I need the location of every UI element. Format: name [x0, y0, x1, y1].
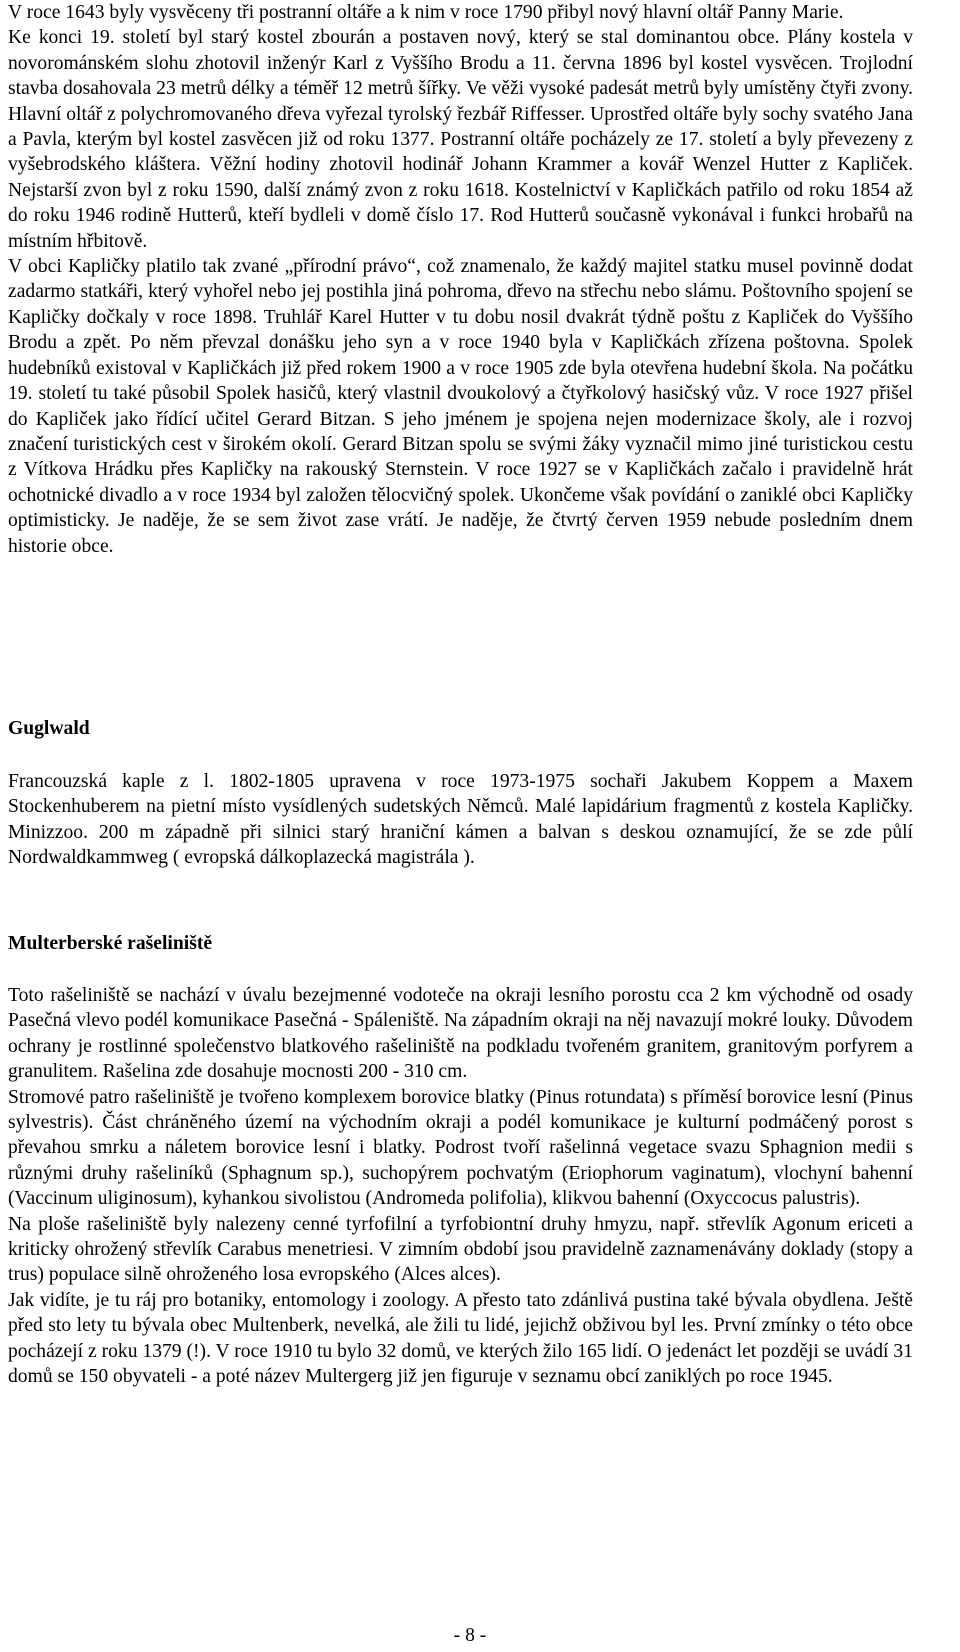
page-number: - 8 - [453, 1625, 487, 1646]
guglwald-section [8, 769, 913, 871]
paragraph: Jak vidíte, je tu ráj pro botaniky, entomology i zoology. A přesto tato zdánlivá pustina také bývala obydlena. Ještě před sto lety tu bývala obec Multenberk, nevelká, ale žili tu lidé, jejichž obživou byl les. První zmínky o této obce pocházejí z roku 1379 (!). V roce 1910 tu bylo 32 domů, ve kterých žilo 165 lidí. O jedenáct let později se uvádí 31 domů se 150 obyvateli - a poté název Multergerg již jen figuruje v seznamu obcí zaniklých po roce 1945. [8, 1289, 913, 1388]
church-section [8, 0, 913, 559]
paragraph: Francouzská kaple z l. 1802-1805 upravena v roce 1973-1975 sochaři Jakubem Koppem a Maxem Stockenhuberem na pietní místo vysídlených sudetských Němců. Malé lapidárium fragmentů z kostela Kapličky. Minizzoo. 200 m západně při silnici starý hraniční kámen a balvan s deskou oznamující, že se zde půlí Nordwaldkammweg ( evropská dálkoplazecká magistrála ). [8, 771, 913, 869]
paragraph: Na ploše rašeliniště byly nalezeny cenné tyrfofilní a tyrfobiontní druhy hmyzu, např. střevlík Agonum ericeti a kriticky ohrožený střevlík Carabus menetriesi. V zimním období jsou pravidelně zaznamenávány doklady (stopy a trus) populace silně ohroženého losa evropského (Alces alces). [8, 1213, 913, 1286]
paragraph: V roce 1643 byly vysvěceny tři postranní oltáře a k nim v roce 1790 přibyl nový hlavní oltář Panny Marie. [8, 2, 844, 23]
paragraph: Ke konci 19. století byl starý kostel zbourán a postaven nový, který se stal dominantou obce. Plány kostela v novorománském slohu zhotovil inženýr Karl z Vyššího Brodu a 11. června 1896 byl kostel vysvěcen. Trojlodní stavba dosahovala 23 metrů délky a téměř 12 metrů šířky. Ve věži vysoké padesát metrů byly umístěny čtyři zvony. Hlavní oltář z polychromovaného dřeva vyřezal tyrolský řezbář Riffesser. Uprostřed oltáře byly sochy svatého Jana a Pavla, kterým byl kostel zasvěcen již od roku 1377. Postranní oltáře pocházely ze 17. století a byly převezeny z vyšebrodského kláštera. Věžní hodiny zhotovil hodinář Johann Krammer a kovář Wenzel Hutter z Kapliček. Nejstarší zvon byl z roku 1590, další známý zvon z roku 1618. Kostelnictví v Kapličkách patřilo od roku 1854 až do roku 1946 rodině Hutterů, kteří bydleli v domě číslo 17. Rod Hutterů současně vykonával i funkci hrobařů na místním hřbitově. [8, 27, 913, 252]
multerberg-section [8, 983, 913, 1390]
paragraph: V obci Kapličky platilo tak zvané „přírodní právo“, což znamenalo, že každý majitel statku musel povinně dodat zadarmo statkáři, který vyhořel nebo jej postihla jiná pohroma, dřevo na střechu nebo slámu. Poštovního spojení se Kapličky dočkaly v roce 1898. Truhlář Karel Hutter v tu dobu nosil dvakrát týdně poštu z Kapliček do Vyššího Brodu a zpět. Po něm převzal donášku jeho syn a v roce 1940 byla v Kapličkách zřízena poštovna. Spolek hudebníků existoval v Kapličkách již před rokem 1900 a v roce 1905 zde byla otevřena hudební škola. Na počátku 19. století tu také působil Spolek hasičů, který vlastnil dvoukolový a čtyřkolový hasičský vůz. V roce 1927 přišel do Kapliček jako řídící učitel Gerard Bitzan. S jeho jménem je spojena nejen modernizace školy, ale i rozvoj značení turistických cest v širokém okolí. Gerard Bitzan spolu se svými žáky vyznačil mimo jiné turistickou cestu z Vítkova Hrádku přes Kapličky na rakouský Sternstein. V roce 1927 se v Kapličkách začalo i pravidelně hrát ochotnické divadlo a v roce 1934 byl založen tělocvičný spolek. Ukončeme však povídání o zaniklé obci Kapličky optimisticky. Je naděje, že se sem život zase vrátí. Je naděje, že čtvrtý červen 1959 nebude posledním dnem historie obce. [8, 256, 913, 557]
section-heading-multerberg: Multerberské rašeliniště [8, 933, 213, 954]
section-heading-guglwald: Guglwald [8, 718, 90, 739]
paragraph: Toto rašeliniště se nachází v úvalu bezejmenné vodoteče na okraji lesního porostu cca 2 km východně od osady Pasečná vlevo podél komunikace Pasečná - Spáleniště. Na západním okraji na něj navazují mokré louky. Důvodem ochrany je rostlinné společenstvo blatkového rašeliniště na podkladu tvořeném granitem, granitovým porfyrem a granulitem. Rašelina zde dosahuje mocnosti 200 - 310 cm. [8, 985, 913, 1083]
paragraph: Stromové patro rašeliniště je tvořeno komplexem borovice blatky (Pinus rotundata) s příměsí borovice lesní (Pinus sylvestris). Část chráněného území na východním okraji a podél komunikace je kulturní podmáčený porost s převahou smrku a náletem borovice lesní i blatky. Podrost tvoří rašelinná vegetace svazu Sphagnion medii s různými druhy rašeliníků (Sphagnum sp.), suchopýrem pochvatým (Eriophorum vaginatum), vlochyní bahenní (Vaccinum uliginosum), kyhankou sivolistou (Andromeda polifolia), klikvou bahenní (Oxyccocus palustris). [8, 1086, 913, 1210]
